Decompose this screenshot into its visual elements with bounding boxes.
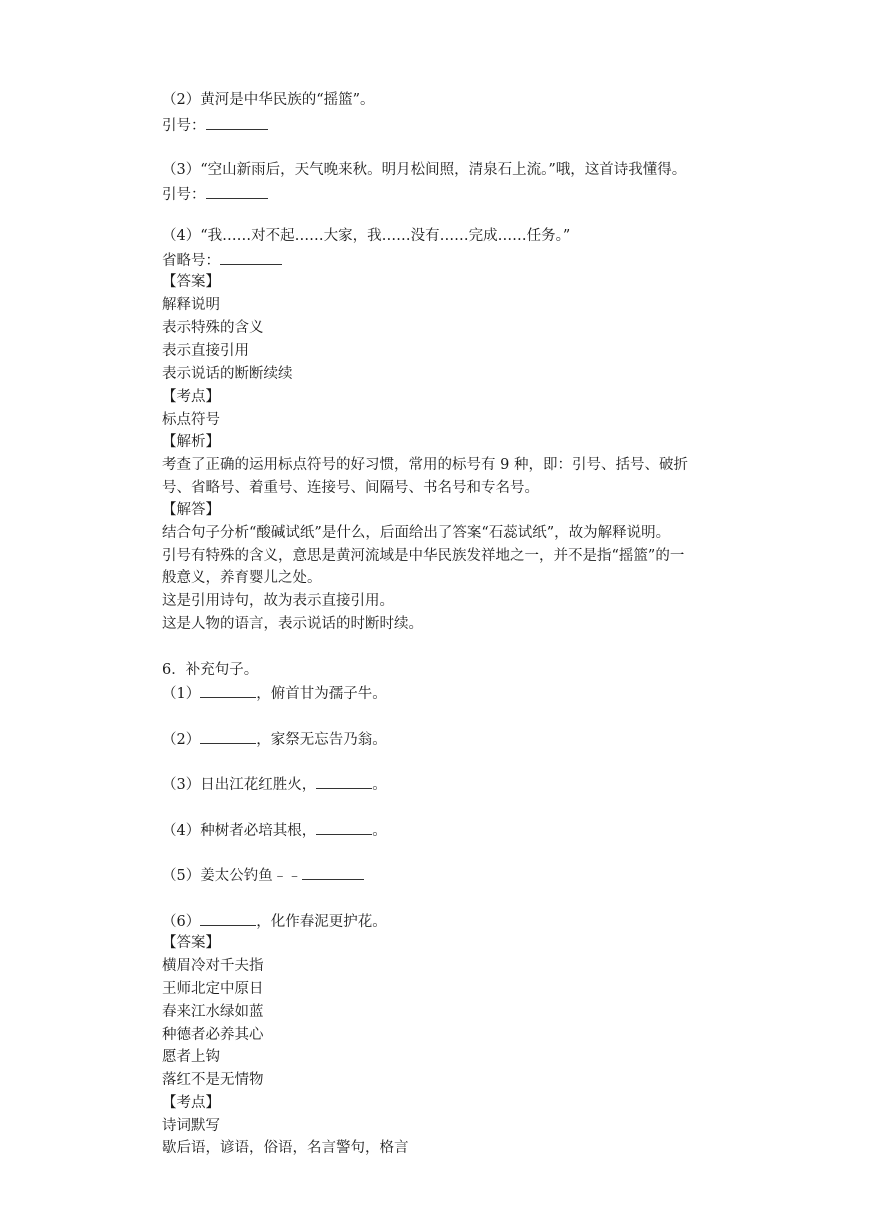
q5-answer-heading: 【答案】	[162, 274, 220, 290]
item-suffix: ，家祭无忘告乃翁。	[256, 732, 387, 748]
answer-blank	[220, 250, 282, 265]
q6-item-6	[162, 911, 387, 932]
q5-jieda-line-5: 这是人物的语言，表示说话的时断时续。	[162, 616, 423, 632]
answer-label: 引号：	[162, 187, 206, 203]
q6-item-3	[162, 774, 387, 795]
q6-answer-1: 横眉冷对千夫指	[162, 958, 264, 974]
q5-answer-1: 解释说明	[162, 297, 220, 313]
answer-blank	[200, 911, 256, 926]
q5-item-2: （2）黄河是中华民族的“摇篮”。	[162, 92, 375, 108]
answer-blank	[200, 683, 256, 698]
q5-jieda-line-4: 这是引用诗句，故为表示直接引用。	[162, 593, 394, 609]
q5-jiexi-line-1: 考查了正确的运用标点符号的好习惯，常用的标号有 9 种，即：引号、括号、破折	[162, 457, 688, 473]
item-prefix: （5）姜太公钓鱼﹣﹣	[162, 868, 302, 884]
q5-jieda-line-1: 结合句子分析“酸碱试纸”是什么，后面给出了答案“石蕊试纸”，故为解释说明。	[162, 525, 671, 541]
q5-item-3: （3）“空山新雨后，天气晚来秋。明月松间照，清泉石上流。”哦，这首诗我懂得。	[162, 162, 687, 178]
q6-answer-6: 落红不是无情物	[162, 1072, 264, 1088]
item-prefix: （3）日出江花红胜火，	[162, 777, 317, 793]
item-suffix: ，俯首甘为孺子牛。	[256, 686, 387, 702]
q5-jiexi-line-2: 号、省略号、着重号、连接号、间隔号、书名号和专名号。	[162, 480, 539, 496]
item-prefix: （2）	[162, 732, 201, 748]
q6-kaodian-2: 歇后语，谚语，俗语，名言警句，格言	[162, 1140, 409, 1156]
answer-blank	[200, 729, 256, 744]
q6-title: 6．补充句子。	[162, 662, 259, 678]
q6-item-4	[162, 820, 387, 841]
item-prefix: （1）	[162, 686, 201, 702]
answer-blank	[206, 184, 268, 199]
item-suffix: ，化作春泥更护花。	[256, 914, 387, 930]
answer-label: 省略号：	[162, 253, 220, 269]
item-prefix: （4）种树者必培其根，	[162, 823, 317, 839]
item-prefix: （6）	[162, 914, 201, 930]
q5-answer-2: 表示特殊的含义	[162, 320, 264, 336]
q6-item-2	[162, 729, 387, 750]
q5-item-4: （4）“我……对不起……大家，我……没有……完成……任务。”	[162, 228, 571, 244]
q5-item-2-answer-line	[162, 115, 268, 136]
q6-answer-4: 种德者必养其心	[162, 1027, 264, 1043]
q5-jiexi-heading: 【解析】	[162, 434, 220, 450]
q6-answer-heading: 【答案】	[162, 935, 220, 951]
q5-item-4-answer-line	[162, 250, 282, 271]
q6-item-1	[162, 683, 387, 704]
answer-blank	[206, 115, 268, 130]
q5-jieda-line-2: 引号有特殊的含义，意思是黄河流域是中华民族发祥地之一，并不是指“摇篮”的一	[162, 548, 685, 564]
item-suffix: 。	[372, 777, 387, 793]
q5-jieda-heading: 【解答】	[162, 502, 220, 518]
q6-kaodian-1: 诗词默写	[162, 1118, 220, 1134]
answer-blank	[302, 865, 364, 880]
q5-jieda-line-3: 般意义，养育婴儿之处。	[162, 570, 322, 586]
q5-kaodian-heading: 【考点】	[162, 389, 220, 405]
q5-kaodian: 标点符号	[162, 412, 220, 428]
q5-item-3-answer-line	[162, 184, 268, 205]
answer-blank	[316, 774, 372, 789]
q6-answer-2: 王师北定中原日	[162, 981, 264, 997]
q5-answer-4: 表示说话的断断续续	[162, 366, 293, 382]
q6-answer-5: 愿者上钩	[162, 1049, 220, 1065]
q6-item-5	[162, 865, 364, 886]
item-suffix: 。	[372, 823, 387, 839]
answer-label: 引号：	[162, 118, 206, 134]
q6-answer-3: 春来江水绿如蓝	[162, 1004, 264, 1020]
answer-blank	[316, 820, 372, 835]
q6-kaodian-heading: 【考点】	[162, 1095, 220, 1111]
q5-answer-3: 表示直接引用	[162, 343, 249, 359]
